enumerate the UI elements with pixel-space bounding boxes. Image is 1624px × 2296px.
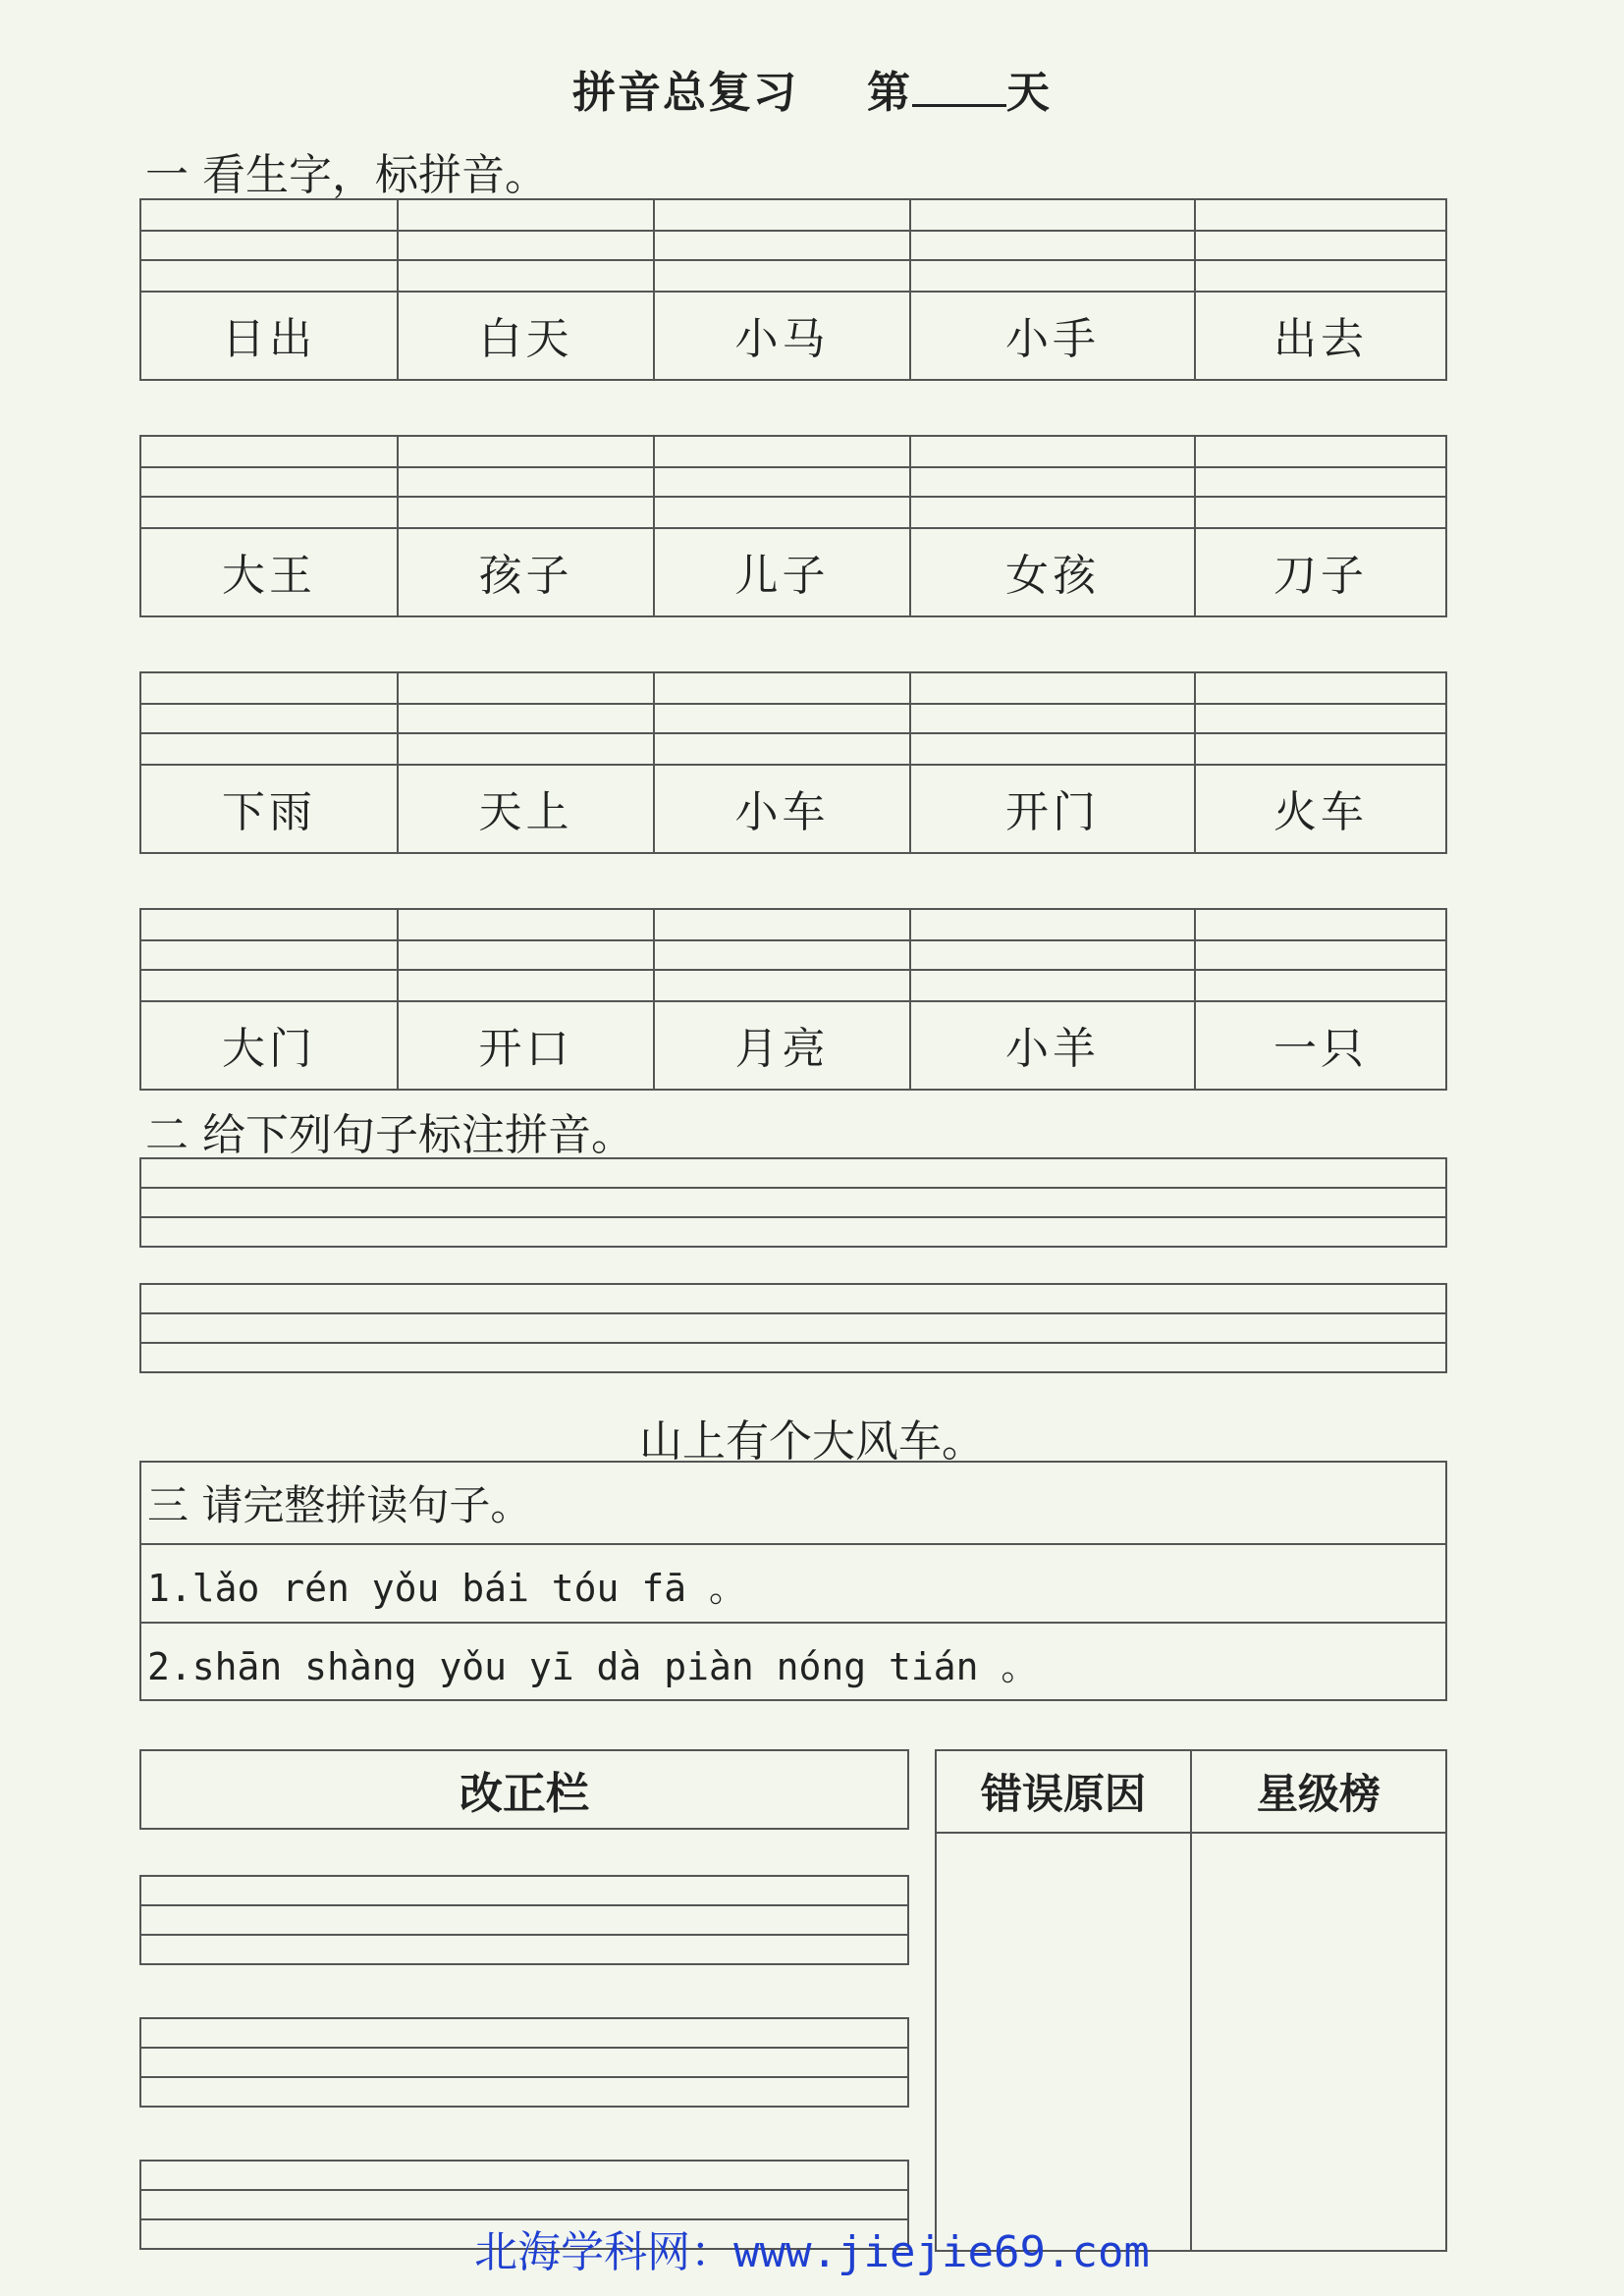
grid-cell[interactable] — [141, 673, 397, 852]
grid-cell[interactable] — [397, 437, 653, 615]
grid-cell[interactable] — [141, 437, 397, 615]
character-word: 日出 — [222, 314, 316, 364]
correction-label: 改正栏 — [139, 1749, 909, 1830]
pinyin-item-1: 1.lǎo rén yǒu bái tóu fā 。 — [141, 1543, 1445, 1624]
footer-watermark — [0, 2216, 1624, 2279]
character-word: 天上 — [478, 787, 573, 837]
day-prefix: 第 — [867, 68, 912, 118]
character-word: 白天 — [478, 314, 573, 364]
grid-cell[interactable] — [1194, 673, 1445, 852]
grid-cell[interactable] — [909, 200, 1194, 379]
character-word: 大王 — [222, 551, 316, 601]
star-header: 星级榜 — [1192, 1751, 1445, 1834]
grid-cell[interactable] — [909, 673, 1194, 852]
grid-cell[interactable] — [653, 673, 909, 852]
character-word: 孩子 — [478, 551, 573, 601]
grid-cell[interactable] — [653, 910, 909, 1089]
character-word: 开口 — [478, 1024, 573, 1074]
grid-cell[interactable] — [1194, 437, 1445, 615]
pinyin-item-2: 2.shān shàng yǒu yī dà piàn nóng tián 。 — [141, 1622, 1445, 1703]
day-suffix: 天 — [1006, 68, 1052, 118]
section2-sentence: 山上有个大风车。 — [639, 1416, 985, 1467]
grid-cell[interactable] — [397, 200, 653, 379]
footer-site-name: 北海学科网： — [474, 2227, 734, 2277]
character-word: 女孩 — [1005, 551, 1100, 601]
grid-cell[interactable] — [909, 437, 1194, 615]
writing-lines-2[interactable] — [139, 1283, 1447, 1373]
correction-lines-2[interactable] — [139, 2017, 909, 2108]
grid-cell[interactable] — [1194, 200, 1445, 379]
writing-lines-1[interactable] — [139, 1157, 1447, 1248]
pinyin-grid-3 — [139, 671, 1447, 854]
pinyin-grid-1 — [139, 198, 1447, 381]
character-word: 小马 — [734, 314, 830, 364]
grid-cell[interactable] — [397, 673, 653, 852]
character-word: 小羊 — [1005, 1024, 1100, 1074]
pinyin-grid-4 — [139, 908, 1447, 1091]
grid-cell[interactable] — [653, 437, 909, 615]
character-word: 月亮 — [734, 1024, 830, 1074]
reason-header: 错误原因 — [937, 1751, 1190, 1834]
character-word: 刀子 — [1273, 551, 1368, 601]
grid-cell[interactable] — [653, 200, 909, 379]
pinyin-grid-2 — [139, 435, 1447, 617]
character-word: 火车 — [1273, 787, 1368, 837]
grid-cell[interactable] — [141, 910, 397, 1089]
character-word: 下雨 — [222, 787, 316, 837]
section3-heading: 三 请完整拼读句子。 — [147, 1481, 532, 1529]
grid-cell[interactable] — [397, 910, 653, 1089]
day-blank[interactable] — [912, 69, 1006, 107]
review-table — [935, 1749, 1447, 2252]
character-word: 出去 — [1273, 314, 1368, 364]
reason-column[interactable] — [937, 1751, 1192, 2250]
character-word: 开门 — [1005, 787, 1100, 837]
correction-lines-1[interactable] — [139, 1875, 909, 1965]
section1-heading: 一 看生字，标拼音。 — [145, 150, 548, 200]
character-word: 一只 — [1273, 1024, 1368, 1074]
section3-box — [139, 1461, 1447, 1701]
grid-cell[interactable] — [909, 910, 1194, 1089]
character-word: 大门 — [222, 1024, 316, 1074]
section2-heading: 二 给下列句子标注拼音。 — [145, 1110, 634, 1160]
footer-url[interactable]: www.jiejie69.com — [733, 2227, 1150, 2277]
star-column[interactable] — [1192, 1751, 1445, 2250]
title-text: 拼音总复习 — [572, 68, 798, 118]
page-title — [0, 57, 1624, 120]
character-word: 小车 — [734, 787, 830, 837]
grid-cell[interactable] — [141, 200, 397, 379]
character-word: 小手 — [1005, 314, 1100, 364]
grid-cell[interactable] — [1194, 910, 1445, 1089]
character-word: 儿子 — [734, 551, 830, 601]
